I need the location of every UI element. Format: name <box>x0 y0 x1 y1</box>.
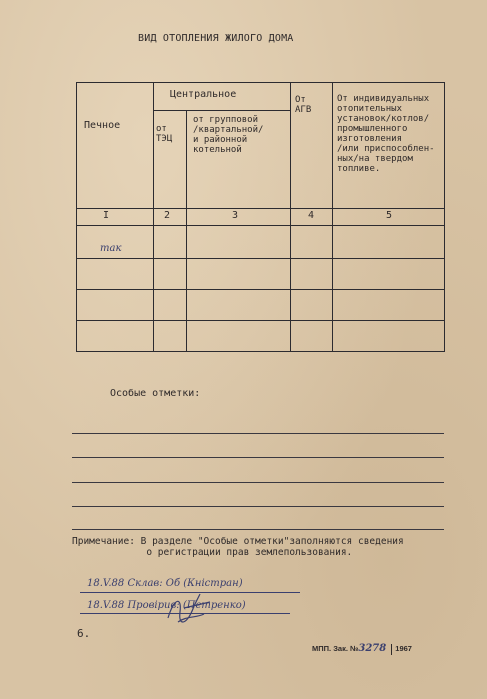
table-col-line <box>332 82 333 352</box>
header-central: Центральное <box>170 89 237 100</box>
table-border-right <box>444 82 445 352</box>
footnote: Примечание: В разделе "Особые отметки"заполняются сведения о регистрации прав землепользования. <box>72 536 404 558</box>
column-number-5: 5 <box>386 210 393 221</box>
header-individual: От индивидуальных отопительных установок/котлов/ промышленного изготовления /или приспособлен- ных/на твердом топливе. <box>337 94 435 174</box>
signature-line-compiled: 18.V.88 Склав: Об (Кністран) <box>87 578 243 589</box>
table-divider-header <box>76 208 445 209</box>
table-border-bottom <box>76 351 445 352</box>
remarks-line <box>72 457 444 458</box>
signature-scribble <box>160 588 220 628</box>
stamp-prefix: МПП. Зак. № <box>312 644 359 653</box>
table-row-line <box>76 289 445 290</box>
table-cell-stove-row1: так <box>100 243 122 254</box>
remarks-line <box>72 482 444 483</box>
header-from-group: от групповой /квартальной/ и районной котельной <box>193 115 264 155</box>
table-col-line <box>153 82 154 352</box>
remarks-label: Особые отметки: <box>110 388 201 399</box>
column-number-4: 4 <box>308 210 315 221</box>
signature-line-checked: 18.V.88 Провірив: (Петренко) <box>87 600 246 611</box>
remarks-line <box>72 433 444 434</box>
column-number-2: 2 <box>164 210 171 221</box>
column-number-1: I <box>103 210 110 221</box>
table-row-line <box>76 320 445 321</box>
table-divider-central <box>153 110 290 111</box>
stamp-order-number: 3278 <box>358 643 387 654</box>
header-stove: Печное <box>84 120 121 131</box>
page-number: 6. <box>77 627 91 640</box>
table-border-left <box>76 82 77 352</box>
page-title: ВИД ОТОПЛЕНИЯ ЖИЛОГО ДОМА <box>138 33 294 44</box>
table-border-top <box>76 82 445 83</box>
stamp-separator <box>391 644 392 655</box>
header-from-agv: От АГВ <box>295 95 312 115</box>
header-from-tec: от ТЭЦ <box>156 124 173 144</box>
stamp-year: 1967 <box>395 644 412 653</box>
remarks-line <box>72 529 444 530</box>
column-number-3: 3 <box>232 210 239 221</box>
table-col-line <box>186 110 187 352</box>
print-stamp <box>312 643 412 655</box>
table-col-line <box>290 82 291 352</box>
remarks-line <box>72 506 444 507</box>
table-divider-numbers <box>76 225 445 226</box>
table-row-line <box>76 258 445 259</box>
